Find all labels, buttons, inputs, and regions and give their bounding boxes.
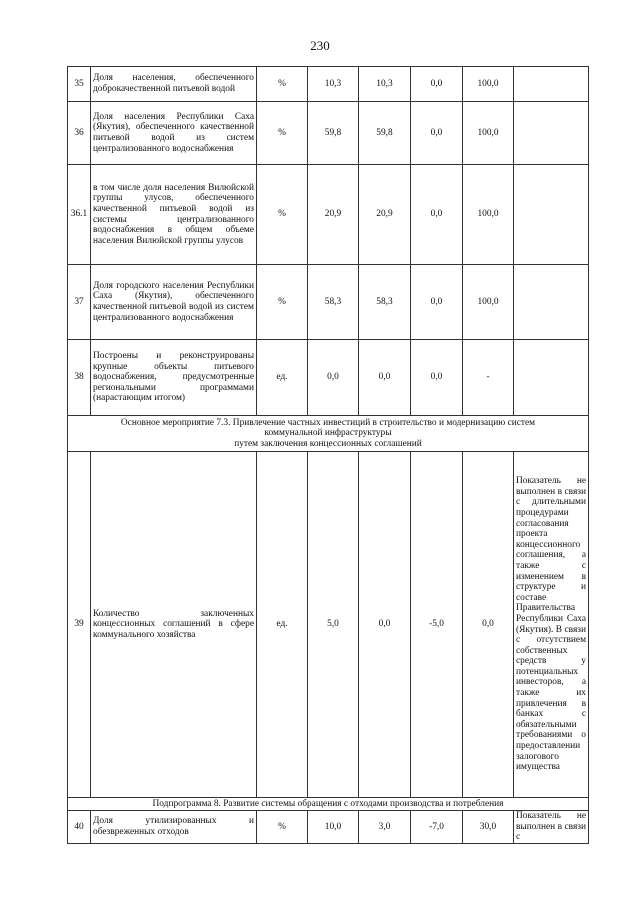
note-cell bbox=[514, 102, 589, 165]
unit-cell: % bbox=[257, 265, 308, 340]
section-heading bbox=[68, 798, 589, 811]
percent-value: 100,0 bbox=[463, 265, 514, 340]
table-row bbox=[68, 265, 589, 340]
deviation-value: -5,0 bbox=[411, 452, 463, 798]
deviation-value: 0,0 bbox=[411, 102, 463, 165]
row-number: 39 bbox=[68, 452, 91, 798]
note-cell: Показатель не выполнен в связи с bbox=[514, 811, 589, 844]
fact-value: 0,0 bbox=[359, 340, 411, 416]
indicator-name: Количество заключенных концессионных соглашений в сфере коммунального хозяйства bbox=[91, 452, 257, 798]
percent-value: 30,0 bbox=[463, 811, 514, 844]
plan-value: 10,0 bbox=[308, 811, 359, 844]
table-row bbox=[68, 165, 589, 265]
table-row bbox=[68, 340, 589, 416]
deviation-value: 0,0 bbox=[411, 340, 463, 416]
percent-value: 100,0 bbox=[463, 102, 514, 165]
section-heading-line: Подпрограмма 8. Развитие системы обращения с отходами производства и потребления bbox=[152, 798, 504, 809]
table-row bbox=[68, 811, 589, 844]
deviation-value: 0,0 bbox=[411, 165, 463, 265]
row-number: 35 bbox=[68, 67, 91, 102]
indicator-name: Доля утилизированных и обезвреженных отходов bbox=[91, 811, 257, 844]
indicator-name: Доля населения Республики Саха (Якутия), обеспеченного качественной питьевой водой из систем централизованного водоснабжения bbox=[91, 102, 257, 165]
percent-value: - bbox=[463, 340, 514, 416]
deviation-value: 0,0 bbox=[411, 67, 463, 102]
plan-value: 0,0 bbox=[308, 340, 359, 416]
row-number: 36 bbox=[68, 102, 91, 165]
table-row bbox=[68, 102, 589, 165]
section-heading-line: коммунальной инфраструктуры bbox=[264, 428, 392, 439]
plan-value: 5,0 bbox=[308, 452, 359, 798]
indicator-name: Доля городского населения Республики Саха (Якутия), обеспеченного качественной питьевой водой из систем централизованного водоснабжения bbox=[91, 265, 257, 340]
indicator-name: Построены и реконструированы крупные объекты питьевого водоснабжения, предусмотренные региональными программами (нарастающим итогом) bbox=[91, 340, 257, 416]
plan-value: 20,9 bbox=[308, 165, 359, 265]
note-cell bbox=[514, 265, 589, 340]
fact-value: 59,8 bbox=[359, 102, 411, 165]
plan-value: 59,8 bbox=[308, 102, 359, 165]
percent-value: 100,0 bbox=[463, 165, 514, 265]
row-number: 36.1 bbox=[68, 165, 91, 265]
note-cell bbox=[514, 340, 589, 416]
note-cell bbox=[514, 165, 589, 265]
indicator-name: Доля населения, обеспеченного доброкачественной питьевой водой bbox=[91, 67, 257, 102]
plan-value: 58,3 bbox=[308, 265, 359, 340]
unit-cell: % bbox=[257, 102, 308, 165]
section-row bbox=[68, 798, 589, 811]
section-row bbox=[68, 416, 589, 452]
percent-value: 0,0 bbox=[463, 452, 514, 798]
unit-cell: % bbox=[257, 811, 308, 844]
deviation-value: 0,0 bbox=[411, 265, 463, 340]
note-cell: Показатель не выполнен в связи с длительными процедурами согласования проекта концессионного соглашения, а также с изменением в структуре и составе Правительства Республики Саха (Якутия). В связи с отсутствием собственных средств у потенциальных инвесторов, а также их привлечения в банках с обязательными требованиями о предоставлении залогового имущества bbox=[514, 452, 589, 798]
row-number: 37 bbox=[68, 265, 91, 340]
section-heading bbox=[68, 416, 589, 452]
unit-cell: % bbox=[257, 67, 308, 102]
unit-cell: ед. bbox=[257, 340, 308, 416]
page-number: 230 bbox=[310, 38, 330, 53]
fact-value: 58,3 bbox=[359, 265, 411, 340]
fact-value: 20,9 bbox=[359, 165, 411, 265]
row-number: 40 bbox=[68, 811, 91, 844]
fact-value: 0,0 bbox=[359, 452, 411, 798]
section-heading-line: Основное мероприятие 7.3. Привлечение частных инвестиций в строительство и модернизацию систем bbox=[120, 417, 536, 428]
fact-value: 3,0 bbox=[359, 811, 411, 844]
table-row bbox=[68, 452, 589, 798]
unit-cell: % bbox=[257, 165, 308, 265]
note-cell bbox=[514, 67, 589, 102]
fact-value: 10,3 bbox=[359, 67, 411, 102]
unit-cell: ед. bbox=[257, 452, 308, 798]
plan-value: 10,3 bbox=[308, 67, 359, 102]
indicator-name: в том числе доля населения Вилюйской группы улусов, обеспеченного качественной питьевой водой из системы централизованного водоснабжения в общем объеме населения Вилюйской группы улусов bbox=[91, 165, 257, 265]
indicators-table bbox=[67, 66, 589, 844]
table-row bbox=[68, 67, 589, 102]
percent-value: 100,0 bbox=[463, 67, 514, 102]
section-heading-line: путем заключения концессионных соглашений bbox=[234, 438, 422, 449]
deviation-value: -7,0 bbox=[411, 811, 463, 844]
row-number: 38 bbox=[68, 340, 91, 416]
